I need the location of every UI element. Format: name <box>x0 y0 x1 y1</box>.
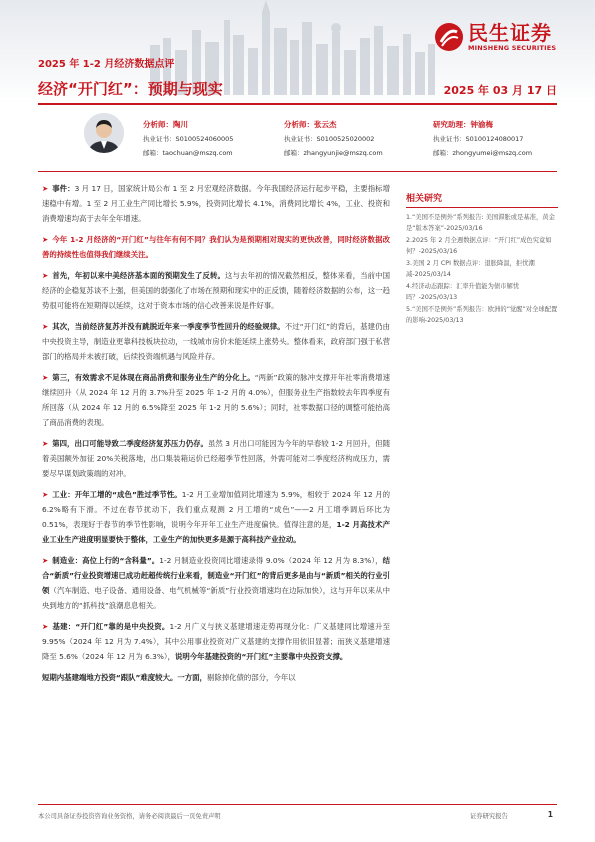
sidebar-item-5[interactable]: 5.“美国不是例外”系列报告：欧洲的“觉醒”对全球配置的影响-2025/03/13 <box>406 306 558 324</box>
bullet-arrow-icon: ➤ <box>42 184 49 193</box>
report-body <box>42 181 390 691</box>
bullet-arrow-icon: ➤ <box>42 622 49 631</box>
paragraph-fourth: ➤ 第四，出口可能导致二季度经济复苏压力仍存。虽然 3 月出口可能因为今年的早春较 1-2 月回升，但随着美国额外加征 20%关税落地，出口集装箱运价已经超季节性回落，外需可能对二季度经济构成压力，需要尽早谋划政策端的对冲。 <box>42 439 390 478</box>
analyst-avatar <box>84 113 124 153</box>
analyst-license: 执业证书：S0100525020002 <box>284 135 375 143</box>
paragraph-event: ➤ 事件：3 月 17 日，国家统计局公布 1 至 2 月宏观经济数据。今年我国经济运行起步平稳，主要指标增速稳中有增。1 至 2 月工业生产同比增长 5.9%，投资同比增长 4.1%，消费同比增长 4%，工业、投资和消费增速均高于去年全年增速。 <box>42 184 390 223</box>
analyst-role: 研究助理： <box>433 120 471 129</box>
analyst-email[interactable]: 邮箱：zhangyunjie@mszq.com <box>284 149 383 157</box>
bullet-arrow-icon: ➤ <box>42 490 49 499</box>
paragraph-industry: ➤ 工业：开年工增的“成色”胜过季节性。1-2 月工业增加值同比增速为 5.9%，相较于 2024 年 12 月的 6.2%略有下滑。不过在春节扰动下，我们重点观测 2 月工增的“成色”——2 月工增季调后环比为 0.51%，表现好于春节的季节性影响，说明今年开年工业生产进度偏快。值得注意的是，1-2 月高技术产业工业生产进度明显要快于整体，工业生产的加快更多是源于高科技产业拉动。 <box>42 490 390 544</box>
paragraph-local-investment: 短期内基建端地方投资“跟队”难度较大。一方面，剔除掉化债的部分，今年以 <box>42 673 296 682</box>
analyst-card-3 <box>433 118 532 160</box>
paragraph-manufacturing: ➤ 制造业：高位上行的“含科量”。1-2 月制造业投资同比增速录得 9.0%（2024 年 12 月为 8.3%），结合“新质”行业投资增速已成功赶超传统行业来看，制造业“开门红”的背后更多是由与“新质”相关的行业引领（汽车制造、电子设备、通用设备、电气机械等“新质”行业投资增速均在边际加快），这与开年以来从中央到地方的“抓科技”浪潮息息相关。 <box>42 556 390 610</box>
analyst-name: 陶川 <box>173 120 188 129</box>
page-number: 1 <box>547 810 553 819</box>
footer-disclaimer: 本公司具备证券投资咨询业务资格，请务必阅读最后一页免责声明 <box>38 813 221 820</box>
bullet-arrow-icon: ➤ <box>42 373 49 382</box>
header-divider <box>38 103 557 105</box>
analyst-license: 执业证书：S0100524060005 <box>143 135 234 143</box>
paragraph-summary: ➤ 今年 1-2 月经济的“开门红”与往年有何不同？我们认为是预期相对现实的更快改善，同时经济数据改善的持续性也值得我们继续关注。 <box>42 235 390 259</box>
sidebar-item-1[interactable]: 1.“美国不是例外”系列报告: 美国滞胀或是基准，黄金是“版本答案”-2025/03/16 <box>406 214 555 232</box>
paragraph-first: ➤ 首先，年初以来中美经济基本面的预期发生了反转。这与去年初的情况截然相反，整体来看，当前中国经济的企稳复苏谈不上强，但美国的弱强化了市场在预期和现实中的正反馈，随着经济数据的公布，这一趋势很可能将在短期得以延续，这对于资本市场的信心改善来说是件好事。 <box>42 271 390 310</box>
logo-mark-icon <box>434 22 464 52</box>
analyst-role: 分析师： <box>143 120 173 129</box>
paragraph-third: ➤ 第三，有效需求不足体现在商品消费和服务业生产的分化上。“两新”政策的脉冲支撑开年社零消费增速继续回升（从 2024 年 12 月的 3.7%升至 2025 年 1-2 月的 4.0%），但服务业生产指数较去年四季度有所回落（从 2024 年 12 月的 6.5%降至 2025 年 1-2 月的 5.6%）；同时，社零数据口径的调整可能抬高了商品消费的表现。 <box>42 373 390 427</box>
bullet-arrow-icon: ➤ <box>42 439 49 448</box>
analyst-role: 分析师： <box>284 120 314 129</box>
paragraph-second: ➤ 其次，当前经济复苏并没有跳脱近年来一季度季节性回升的经验规律。不过“开门红”的背后，基建仍由中央投资主导，制造业更靠科技板块拉动，一线城市房价未能延续上涨势头。整体看来，政府部门强于私营部门的格局并未被打破，后续投资端机遇与风险并存。 <box>42 322 390 361</box>
analyst-name: 钟渝梅 <box>470 120 493 129</box>
analyst-card-2 <box>284 118 383 160</box>
analyst-email[interactable]: 邮箱：taochuan@mszq.com <box>143 149 233 157</box>
analyst-name: 张云杰 <box>314 120 337 129</box>
brand-logo <box>434 22 556 52</box>
section-divider <box>38 171 557 172</box>
logo-english-name: MINSHENG SECURITIES <box>468 44 557 52</box>
footer-divider <box>38 804 557 805</box>
analyst-email[interactable]: 邮箱：zhongyumei@mszq.com <box>433 149 533 157</box>
report-series: 2025 年 1-2 月经济数据点评 <box>38 59 175 70</box>
analyst-license: 执业证书：S0100124080017 <box>433 135 524 143</box>
analyst-card-1 <box>143 118 233 160</box>
sidebar-item-4[interactable]: 4.经济动态跟踪：汇率升值能为债市解忧吗？-2025/03/13 <box>406 283 520 301</box>
bullet-arrow-icon: ➤ <box>42 556 49 565</box>
footer-report-type: 证券研究报告 <box>470 813 508 820</box>
logo-chinese-name: 民生证券 <box>468 21 552 45</box>
sidebar-item-2[interactable]: 2.2025 年 2 月全週数据点评：“开门红”成色究竟如何？-2025/03/16 <box>406 237 552 255</box>
page-title: 经济“开门红”：预期与现实 <box>38 80 223 98</box>
bullet-arrow-icon: ➤ <box>42 235 49 244</box>
bullet-arrow-icon: ➤ <box>42 322 49 331</box>
paragraph-infrastructure: ➤ 基建：“开门红”靠的是中央投资。1-2 月广义与狭义基建增速走势再现分化：广义基建同比增速升至 9.95%（2024 年 12 月为 7.4%），其中公用事业投资对广义基建的支撑作用依旧显著；而狭义基建增速降至 5.6%（2024 年 12 月为 6.3%），说明今年基建投资的“开门红”主要靠中央投资支撑。 <box>42 622 390 661</box>
bullet-arrow-icon: ➤ <box>42 271 49 280</box>
sidebar-item-3[interactable]: 3.美国 2 月 CPI 数据点评：退胀降温，拒忧潮减-2025/03/14 <box>406 260 535 278</box>
related-research-sidebar <box>406 191 558 327</box>
report-date: 2025 年 03 月 17 日 <box>443 84 557 97</box>
sidebar-title: 相关研究 <box>406 191 558 208</box>
